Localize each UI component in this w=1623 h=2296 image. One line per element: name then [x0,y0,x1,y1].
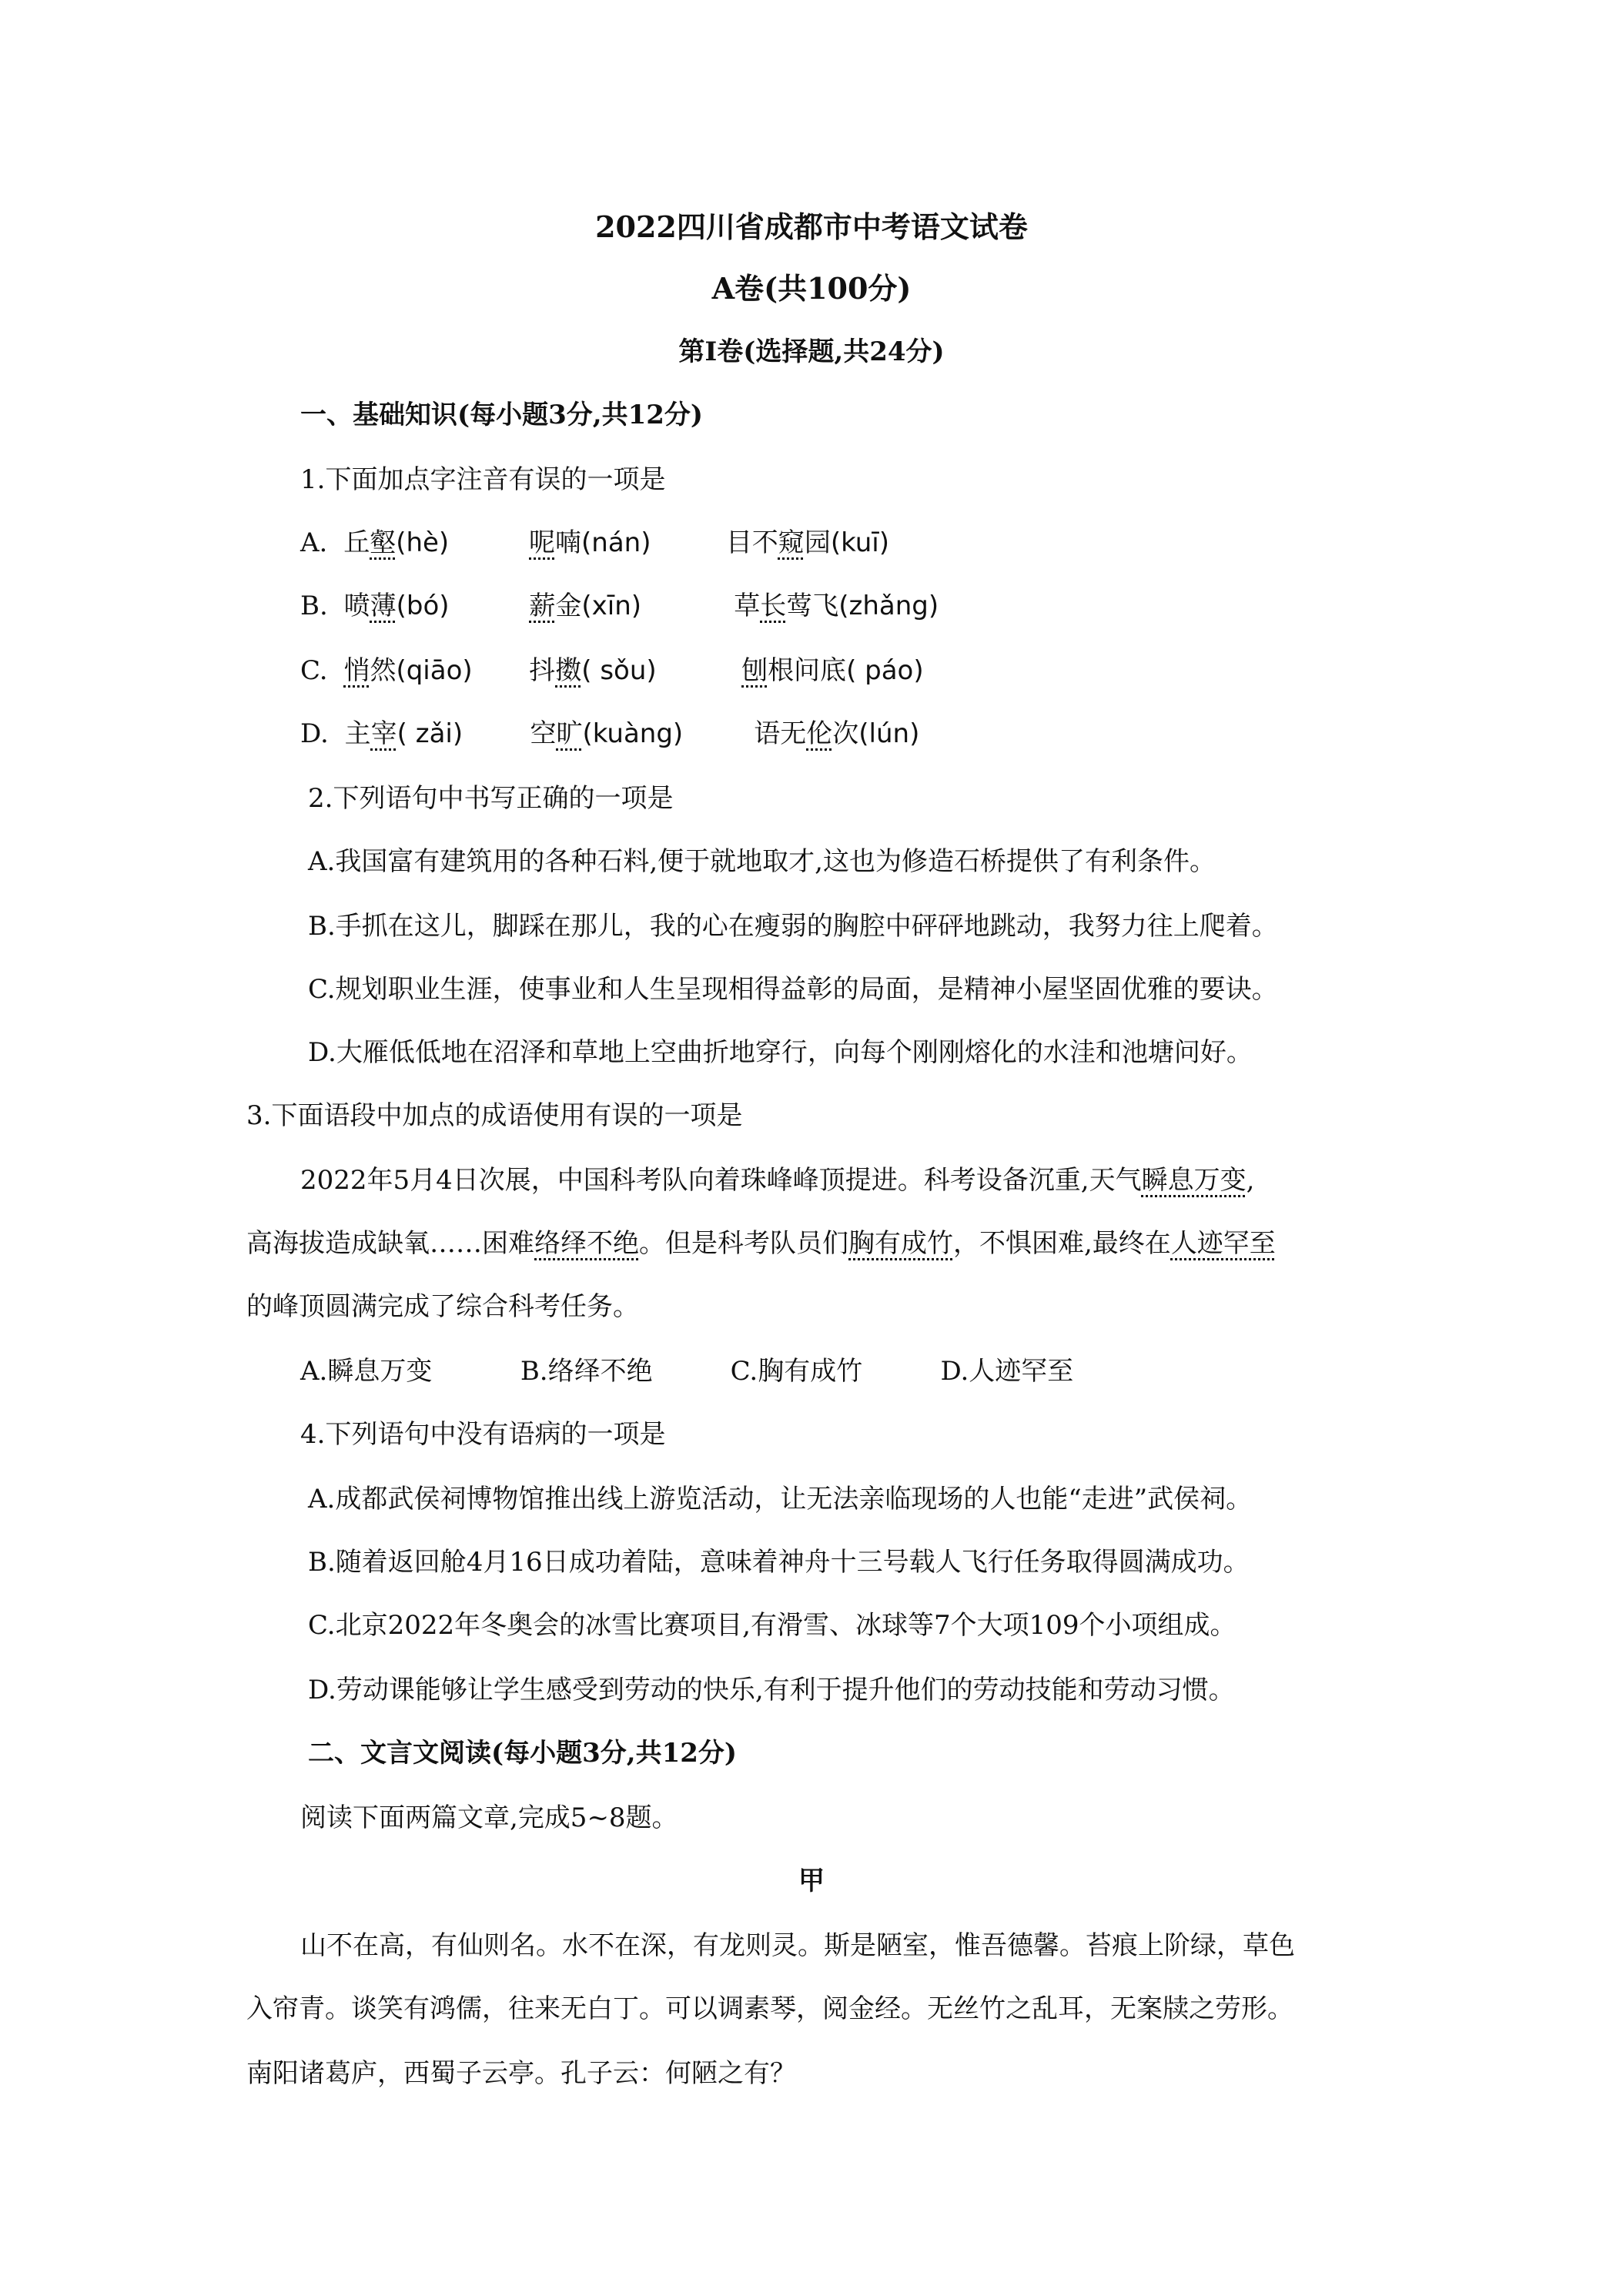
option-label: A. [300,527,328,558]
question-4-option-b: B.随着返回舱4月16日成功着陆，意味着神舟十三号载人飞行任务取得圆满成功。 [308,1547,1250,1578]
option-item: 丘壑(hè) [343,527,450,558]
reading-intro: 阅读下面两篇文章,完成5~8题。 [300,1802,678,1833]
option-item: 悄然(qiāo) [343,655,473,686]
question-1-option-d [300,718,920,749]
option-item: 空旷(kuàng) [530,718,684,749]
exam-subtitle: A卷(共100分) [711,271,912,306]
option-item: 主宰( zǎi) [344,718,463,749]
option-item: 目不窥园(kuī) [725,527,889,558]
question-2-option-a: A.我国富有建筑用的各种石料,便于就地取才,这也为修造石桥提供了有利条件。 [308,846,1216,877]
option-item: 呢喃(nán) [529,527,651,558]
passage-line: 入帘青。谈笑有鸿儒，往来无白丁。可以调素琴，阅金经。无丝竹之乱耳，无案牍之劳形。 [246,1993,1293,2024]
question-4-option-a: A.成都武侯祠博物馆推出线上游览活动，让无法亲临现场的人也能“走进”武侯祠。 [308,1484,1253,1514]
option-item: 语无伦次(lún) [754,718,920,749]
question-1-option-c [300,655,924,686]
question-3-passage-line: 高海拔造成缺氧……困难络绎不绝。但是科考队员们胸有成竹，不惧困难,最终在人迹罕至 [246,1228,1276,1259]
option-item: 抖擞( sǒu) [529,655,657,686]
option-label: B. [300,591,328,621]
option-label: D. [300,718,329,749]
question-2-option-d: D.大雁低低地在沼泽和草地上空曲折地穿行，向每个刚刚熔化的水洼和池塘问好。 [308,1037,1253,1068]
section-heading-classical: 二、文言文阅读(每小题3分,共12分) [308,1738,737,1769]
passage-title: 甲 [798,1866,825,1896]
question-2-option-c: C.规划职业生涯，使事业和人生呈现相得益彰的局面，是精神小屋坚固优雅的要诀。 [308,974,1278,1005]
question-3-passage-line: 的峰顶圆满完成了综合科考任务。 [246,1291,639,1322]
option-item: C.胸有成竹 [730,1356,863,1387]
question-1-option-a [300,527,889,558]
passage-line: 南阳诸葛庐，西蜀子云亭。孔子云：何陋之有？ [246,2058,796,2089]
section-heading-basics: 一、基础知识(每小题3分,共12分) [300,400,703,430]
option-label: C. [300,655,328,686]
option-item: D.人迹罕至 [940,1356,1074,1387]
volume-heading: 第Ⅰ卷(选择题,共24分) [678,336,945,367]
question-4-option-c: C.北京2022年冬奥会的冰雪比赛项目,有滑雪、冰球等7个大项109个小项组成。 [308,1610,1236,1641]
question-3-passage-line: 2022年5月4日次展，中国科考队向着珠峰峰顶提进。科考设备沉重,天气瞬息万变, [300,1165,1255,1196]
option-item: B.络绎不绝 [520,1356,653,1387]
question-2-stem: 2.下列语句中书写正确的一项是 [308,783,674,814]
option-item: 喷薄(bó) [343,591,450,621]
question-4-option-d: D.劳动课能够让学生感受到劳动的快乐,有利于提升他们的劳动技能和劳动习惯。 [308,1675,1235,1705]
option-item: A.瞬息万变 [300,1356,433,1387]
option-item: 草长莺飞(zhǎng) [734,591,939,621]
option-item: 薪金(xīn) [529,591,642,621]
question-2-option-b: B.手抓在这儿，脚踩在那儿，我的心在瘦弱的胸腔中砰砰地跳动，我努力往上爬着。 [308,911,1278,942]
question-4-stem: 4.下列语句中没有语病的一项是 [300,1419,666,1450]
question-1-stem: 1.下面加点字注音有误的一项是 [300,464,666,495]
question-1-option-b [300,593,939,619]
exam-title: 2022四川省成都市中考语文试卷 [595,209,1028,244]
question-3-options [300,1356,1074,1387]
passage-line: 山不在高，有仙则名。水不在深，有龙则灵。斯是陋室，惟吾德馨。苔痕上阶绿，草色 [300,1930,1295,1961]
question-3-stem: 3.下面语段中加点的成语使用有误的一项是 [246,1100,743,1131]
option-item: 刨根问底( páo) [741,655,924,686]
